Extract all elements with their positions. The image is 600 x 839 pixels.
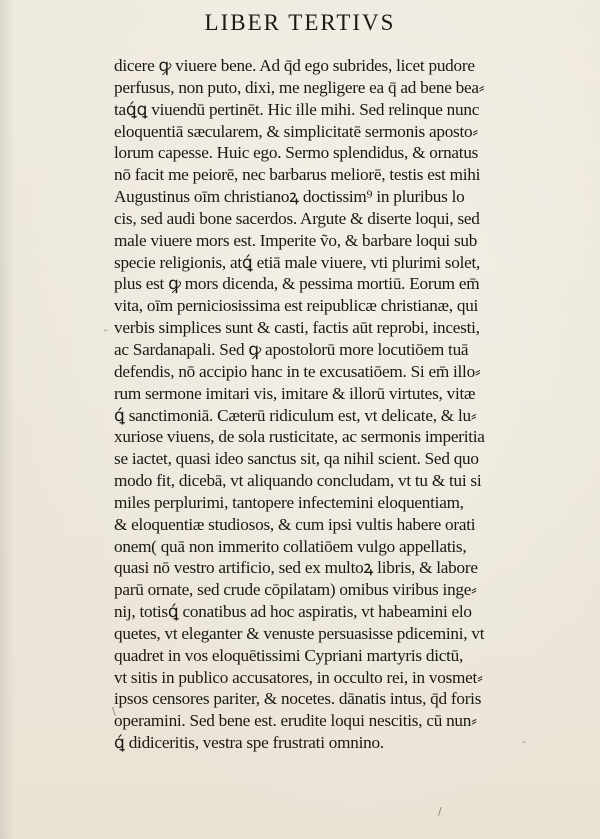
text-line: ipsos censores pariter, & nocetes. dānatis intus, q̄d foris xyxy=(114,689,482,709)
text-line: nō facit me peiorē, nec barbarus meliorē, testis est mihi xyxy=(114,165,481,185)
text-line: operamini. Sed bene est. erudite loqui nescitis, cū nun⸗ xyxy=(114,711,477,731)
text-line: quasi nō vestro artificio, sed ex multoꝝ libris, & labore xyxy=(114,558,478,578)
text-line: vita, oīm perniciosissima est reipublicæ christianæ, qui xyxy=(114,296,479,316)
margin-mark: / xyxy=(438,805,442,818)
text-line: ꝗ́ sanctimoniā. Cæterū ridiculum est, vt delicate, & lu⸗ xyxy=(114,405,477,425)
text-line: perfusus, non puto, dixi, me negligere ea q̄ ad bene bea⸗ xyxy=(114,77,485,97)
text-line: eloquentiā sæcularem, & simplicitatē sermonis aposto⸗ xyxy=(114,121,478,141)
text-line: niȷ, totisꝗ́ conatibus ad hoc aspiratis, vt habeamini elo xyxy=(114,602,472,622)
text-line: male viuere mors est. Imperite ṽo, & barbare loqui sub xyxy=(114,230,478,250)
text-line: plus est ꝙ mors dicenda, & pessima mortiū. Eorum em̄ xyxy=(114,274,480,294)
text-line: parū ornate, sed crude cōpilatam) omibus viribus inge⸗ xyxy=(114,580,477,600)
text-line: ac Sardanapali. Sed ꝙ apostolorū more locutiōem tuā xyxy=(114,339,469,359)
text-line: cis, sed audi bone sacerdos. Argute & diserte loqui, sed xyxy=(114,208,480,228)
margin-mark: ˘ xyxy=(103,328,109,341)
margin-mark: \ xyxy=(112,705,116,718)
page-gutter-shadow xyxy=(0,0,14,839)
text-line: quadret in vos eloquētissimi Cypriani martyris dictū, xyxy=(114,645,464,665)
text-line: defendis, nō accipio hanc in te excusatiōem. Si em̄ illo⸗ xyxy=(114,361,481,381)
text-line: onem( quā non immerito collatiōem vulgo appellatis, xyxy=(114,536,467,556)
text-line: xuriose viuens, de sola rusticitate, ac sermonis imperitia xyxy=(114,427,485,447)
text-line: verbis simplices sunt & casti, factis aūt reprobi, incesti, xyxy=(114,318,480,338)
text-line: taꝗ́ꝗ viuendū pertinēt. Hic ille mihi. Sed relinque nunc xyxy=(114,99,480,119)
text-line: & eloquentiæ studiosos, & cum ipsi vultis habere orati xyxy=(114,514,476,534)
text-line: specie religionis, atꝗ́ etiā male viuere, vti plurimi solet, xyxy=(114,252,481,272)
text-line: dicere ꝙ viuere bene. Ad q̄d ego subrides, licet pudore xyxy=(114,56,475,75)
text-line: lorum capesse. Huic ego. Sermo splendidus, & ornatus xyxy=(114,143,479,163)
text-line: vt sitis in publico accusatores, in occulto rei, in vosmet⸗ xyxy=(114,667,483,687)
text-line: se iactet, quasi ideo sanctus sit, qa nihil scient. Sed quo xyxy=(114,449,479,469)
running-head: LIBER TERTIVS xyxy=(204,10,396,35)
body-text xyxy=(114,55,564,754)
text-line: Augustinus oīm christianoꝝ doctissim⁹ in pluribus lo xyxy=(114,187,465,207)
text-line: quetes, vt eleganter & venuste persuasisse pdicemini, vt xyxy=(114,623,485,643)
text-line: miles perplurimi, tantopere infectemini eloquentiam, xyxy=(114,492,464,512)
text-line: ꝗ́ didiceritis, vestra spe frustrati omnino. xyxy=(114,733,384,753)
margin-mark: - xyxy=(522,735,526,748)
text-line: rum sermone imitari vis, imitare & illorū virtutes, vitæ xyxy=(114,383,476,403)
text-line: modo fit, dicebā, vt aliquando concludam, vt tu & tui si xyxy=(114,471,482,491)
